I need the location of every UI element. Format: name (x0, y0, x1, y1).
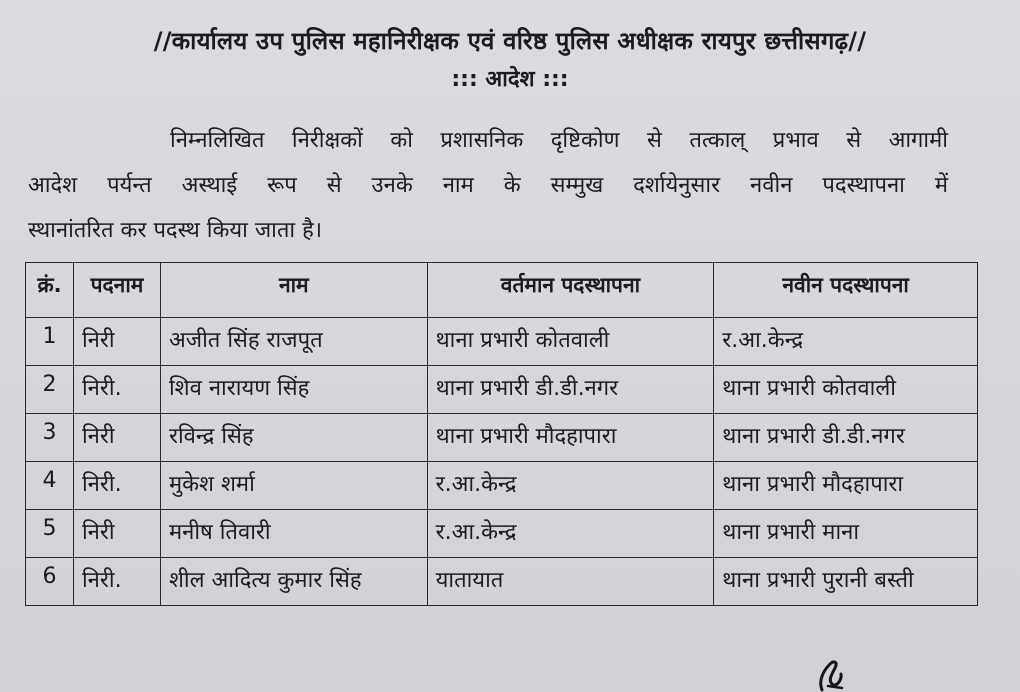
cell-name: शिव नारायण सिंह (160, 366, 427, 414)
signature-mark (808, 650, 858, 692)
table-header-row (26, 263, 978, 318)
cell-sn: 4 (26, 462, 74, 510)
cell-current-posting: यातायात (427, 558, 714, 606)
cell-post: निरी. (73, 462, 160, 510)
paragraph-line-3: स्थानांतरित कर पदस्थ किया जाता है। (28, 218, 323, 243)
cell-current-posting: थाना प्रभारी डी.डी.नगर (427, 366, 714, 414)
header-name: नाम (160, 263, 427, 318)
cell-sn: 3 (26, 414, 74, 462)
cell-sn: 1 (26, 318, 74, 366)
table-row (26, 366, 978, 414)
cell-current-posting: र.आ.केन्द्र (427, 510, 714, 558)
cell-name: मुकेश शर्मा (160, 462, 427, 510)
table-row (26, 510, 978, 558)
cell-post: निरी. (73, 366, 160, 414)
cell-post: निरी (73, 318, 160, 366)
transfer-table (25, 262, 978, 606)
order-paragraph (28, 118, 948, 253)
cell-post: निरी. (73, 558, 160, 606)
header-sn: क्रं. (26, 263, 74, 318)
cell-name: मनीष तिवारी (160, 510, 427, 558)
cell-sn: 5 (26, 510, 74, 558)
header-current-posting: वर्तमान पदस्थापना (427, 263, 714, 318)
cell-new-posting: र.आ.केन्द्र (714, 318, 978, 366)
cell-name: रविन्द्र सिंह (160, 414, 427, 462)
cell-new-posting: थाना प्रभारी मौदहापारा (714, 462, 978, 510)
paragraph-line-1: निम्नलिखित निरीक्षकों को प्रशासनिक दृष्टिकोण से तत्काल् प्रभाव से आगामी (170, 128, 948, 153)
cell-name: शील आदित्य कुमार सिंह (160, 558, 427, 606)
cell-new-posting: थाना प्रभारी डी.डी.नगर (714, 414, 978, 462)
cell-current-posting: थाना प्रभारी मौदहापारा (427, 414, 714, 462)
cell-sn: 6 (26, 558, 74, 606)
table-row (26, 318, 978, 366)
cell-name: अजीत सिंह राजपूत (160, 318, 427, 366)
header-new-posting: नवीन पदस्थापना (714, 263, 978, 318)
cell-post: निरी (73, 510, 160, 558)
header-post: पदनाम (73, 263, 160, 318)
office-heading: //कार्यालय उप पुलिस महानिरीक्षक एवं वरिष्ठ पुलिस अधीक्षक रायपुर छत्तीसगढ़// (153, 27, 867, 55)
paragraph-line-2: आदेश पर्यन्त अस्थाई रूप से उनके नाम के सम्मुख दर्शायेनुसार नवीन पदस्थापना में (28, 173, 948, 198)
cell-sn: 2 (26, 366, 74, 414)
cell-current-posting: र.आ.केन्द्र (427, 462, 714, 510)
cell-new-posting: थाना प्रभारी कोतवाली (714, 366, 978, 414)
cell-new-posting: थाना प्रभारी पुरानी बस्ती (714, 558, 978, 606)
cell-current-posting: थाना प्रभारी कोतवाली (427, 318, 714, 366)
cell-post: निरी (73, 414, 160, 462)
table-row (26, 558, 978, 606)
table-row (26, 462, 978, 510)
order-title: ::: आदेश ::: (451, 67, 569, 92)
table-row (26, 414, 978, 462)
cell-new-posting: थाना प्रभारी माना (714, 510, 978, 558)
